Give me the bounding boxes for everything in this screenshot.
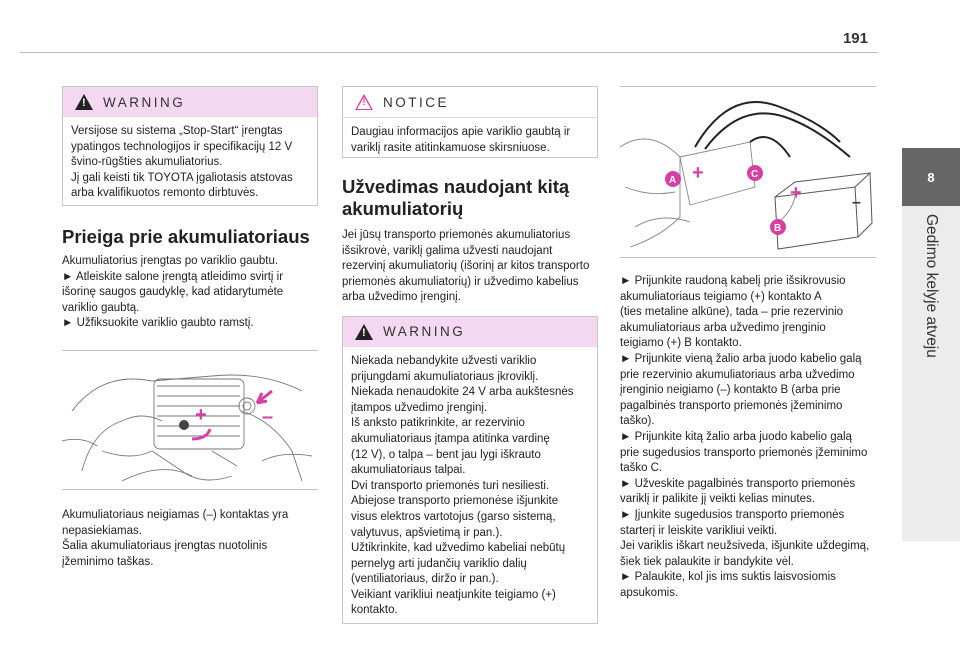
text-line: ► Prijunkite kitą žalio arba juodo kabelio galą bbox=[620, 430, 852, 443]
text-line: Dvi transporto priemonės turi nesiliesti. bbox=[351, 479, 550, 492]
text-line: apsukomis. bbox=[620, 586, 679, 599]
text-line: Veikiant varikliui neatjunkite teigiamo (+) bbox=[351, 588, 556, 601]
heading-line: Užvedimas naudojant kitą bbox=[342, 176, 570, 197]
text-line: arba kvalifikuotos remonto dirbtuvės. bbox=[71, 187, 259, 200]
text-line: valytuvus, apšvietimą ir pan.). bbox=[351, 526, 503, 539]
text-line: akumuliatoriaus talpai. bbox=[351, 464, 466, 477]
text-line: įrenginio neigiamo (–) kontakto B (arba prie bbox=[620, 384, 841, 397]
text-line: taško C. bbox=[620, 462, 663, 475]
text-line: pagalbinės transporto priemonės įžeminimo bbox=[620, 399, 843, 412]
text-line: akumuliatoriaus įtampa atitinka vardinę bbox=[351, 432, 550, 445]
text-line: Daugiau informacijos apie variklio gaubtą ir bbox=[351, 126, 571, 138]
battery-illustration bbox=[62, 350, 318, 490]
warning-icon bbox=[75, 94, 93, 110]
text-line: Užtikrinkite, kad užvedimo kabeliai nebūtų bbox=[351, 542, 566, 555]
text-line: starterį ir leiskite varikliui veikti. bbox=[620, 524, 778, 537]
text-line: prie rezervinio akumuliatoriaus arba užvedimo bbox=[620, 368, 855, 381]
text-line: variklį rasite atitinkamuose skirsniuose. bbox=[351, 141, 550, 154]
text-line: išorinę saugos gaudyklę, kad atidarytumėte bbox=[62, 286, 284, 299]
text-line: pernelyg arti judančių variklio dalių bbox=[351, 557, 527, 570]
text-line: Šalia akumuliatoriaus įrengtas nuotolinis bbox=[62, 540, 268, 553]
text-line: ► Įjunkite sugedusios transporto priemonės bbox=[620, 508, 845, 521]
battery-caption bbox=[62, 508, 318, 570]
text-line: teigiamo (+) B kontakto. bbox=[620, 337, 742, 350]
text-line: ► Užveskite pagalbinės transporto priemonės bbox=[620, 477, 856, 490]
text-line: variklį ir palikite jį veikti kelias minutes. bbox=[620, 493, 815, 506]
warning-text bbox=[63, 117, 317, 210]
ground-arrow-icon bbox=[257, 391, 272, 403]
plus-label-a: + bbox=[692, 162, 704, 184]
notice-icon bbox=[355, 94, 373, 110]
text-line: Jei jūsų transporto priemonės akumuliatorius bbox=[342, 229, 571, 241]
chapter-number: 8 bbox=[902, 148, 960, 206]
engine-bay-drawing bbox=[62, 351, 318, 489]
page-number: 191 bbox=[842, 30, 868, 47]
header-rule bbox=[20, 52, 878, 53]
text-line: įtampos užvedimo įrenginį. bbox=[351, 401, 488, 414]
section-heading-battery-access: Prieiga prie akumuliatoriaus bbox=[62, 226, 310, 247]
pink-arrow-icon bbox=[192, 429, 210, 439]
text-line: nepasiekiamas. bbox=[62, 524, 142, 537]
notice-text bbox=[343, 118, 597, 164]
marker-b-label: B bbox=[774, 223, 782, 234]
text-line: Niekada nenaudokite 24 V arba aukštesnės bbox=[351, 386, 574, 399]
marker-a bbox=[665, 171, 681, 187]
text-line: (ventiliatoriaus, diržo ir pan.). bbox=[351, 573, 499, 586]
notice-box bbox=[342, 86, 598, 158]
column-2 bbox=[342, 86, 598, 624]
warning-label: WARNING bbox=[103, 94, 186, 110]
text-line: prie sugedusios transporto priemonės įžeminimo bbox=[620, 446, 868, 459]
warning-box-stop-start bbox=[62, 86, 318, 206]
text-line: taško). bbox=[620, 415, 655, 428]
column-1 bbox=[62, 86, 318, 570]
column-3 bbox=[620, 86, 876, 601]
warning-box-jump-start bbox=[342, 316, 598, 624]
text-line: švino-rūgšties akumuliatorius. bbox=[71, 156, 223, 169]
text-line: akumuliatoriaus arba užvedimo įrenginio bbox=[620, 321, 826, 334]
marker-a-label: A bbox=[669, 175, 677, 186]
notice-label: NOTICE bbox=[383, 94, 450, 110]
text-line: ► Palaukite, kol jis ims suktis laisvosiomis bbox=[620, 571, 836, 584]
warning-header bbox=[63, 87, 317, 117]
text-line: (12 V), o talpa – bent jau lygi iškrauto bbox=[351, 448, 541, 461]
text-line: priemonės akumuliatorių) ir užvedimo kabelius bbox=[342, 275, 579, 288]
text-line: Abiejose transporto priemonėse išjunkite bbox=[351, 495, 559, 508]
text-line: išsikrovė, variklį galima užvesti naudojant bbox=[342, 244, 553, 257]
marker-b bbox=[770, 219, 786, 235]
jump-start-steps bbox=[620, 274, 876, 601]
battery-access-text bbox=[62, 254, 318, 332]
text-line: šiek tiek palaukite ir bandykite vėl. bbox=[620, 555, 794, 568]
notice-header bbox=[343, 87, 597, 118]
warning-header bbox=[343, 317, 597, 347]
battery-minus-label: – bbox=[852, 194, 861, 211]
text-line: Akumuliatoriaus neigiamas (–) kontaktas yra bbox=[62, 508, 289, 521]
warning-label: WARNING bbox=[383, 324, 466, 340]
jump-start-intro bbox=[342, 228, 598, 306]
text-line: variklio gaubtą. bbox=[62, 301, 140, 314]
text-line: visus elektros vartotojus (garso sistemą, bbox=[351, 510, 556, 523]
chapter-title: Gedimo kelyje atveju bbox=[923, 214, 940, 358]
warning-text bbox=[343, 347, 597, 627]
text-line: Akumuliatorius įrengtas po variklio gaubtu. bbox=[62, 255, 279, 267]
text-line: Versijose su sistema „Stop-Start“ įrengtas bbox=[71, 125, 283, 137]
text-line: Niekada nebandykite užvesti variklio bbox=[351, 354, 537, 367]
text-line: įžeminimo taškas. bbox=[62, 555, 154, 568]
text-line: rezervinį akumuliatorių (išorinį ar kitos transporto bbox=[342, 260, 590, 273]
warning-icon bbox=[355, 324, 373, 340]
text-line: ► Užfiksuokite variklio gaubto ramstį. bbox=[62, 317, 254, 330]
text-line: ► Prijunkite raudoną kabelį prie išsikrovusio bbox=[620, 275, 846, 287]
text-line: prijungdami akumuliatoriaus įkroviklį. bbox=[351, 370, 539, 383]
minus-label: – bbox=[262, 405, 274, 428]
jump-cables-drawing bbox=[620, 87, 876, 257]
text-line: akumuliatoriaus teigiamo (+) kontakto A bbox=[620, 290, 822, 303]
heading-line: akumuliatorių bbox=[342, 198, 464, 219]
text-line: ypatingos technologijos ir specifikacijų 12 V bbox=[71, 140, 293, 153]
text-line: Jei variklis iškart neužsiveda, išjunkite uždegimą, bbox=[620, 540, 870, 553]
text-line: Jį gali keisti tik TOYOTA įgaliotasis atstovas bbox=[71, 171, 293, 184]
positive-terminal-icon bbox=[179, 420, 189, 430]
chapter-title-wrap bbox=[904, 214, 958, 534]
plus-label: + bbox=[195, 403, 207, 426]
text-line: arba užvedimo įrenginį. bbox=[342, 291, 461, 304]
text-line: kontakto. bbox=[351, 604, 398, 617]
text-line: ► Prijunkite vieną žalio arba juodo kabelio galą bbox=[620, 352, 862, 365]
marker-c bbox=[747, 165, 763, 181]
text-line: (ties metaline alkūne), tada – prie rezervinio bbox=[620, 306, 844, 319]
jump-start-illustration bbox=[620, 86, 876, 258]
text-line: ► Atleiskite salone įrengtą atleidimo svirtį ir bbox=[62, 270, 284, 283]
section-heading-jump-start bbox=[342, 176, 598, 220]
text-line: Iš anksto patikrinkite, ar rezervinio bbox=[351, 417, 525, 430]
marker-c-label: C bbox=[751, 169, 759, 180]
plus-label-b: + bbox=[790, 182, 802, 204]
